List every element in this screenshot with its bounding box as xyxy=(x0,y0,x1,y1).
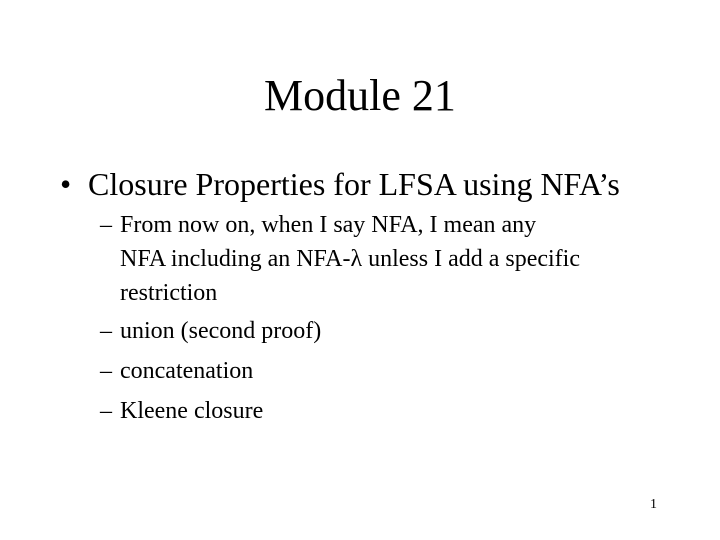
page-number: 1 xyxy=(650,497,657,512)
subbullet-line: concatenation xyxy=(120,358,254,384)
subbullet-line: restriction xyxy=(120,280,218,306)
subbullet-line: union (second proof) xyxy=(120,318,322,344)
subbullet-marker: – xyxy=(100,318,112,344)
subbullet-text xyxy=(120,354,680,388)
subbullet-line: NFA including an NFA-λ unless I add a specific xyxy=(120,246,580,272)
subbullet-text xyxy=(120,314,680,348)
subbullet-line: From now on, when I say NFA, I mean any xyxy=(120,212,537,238)
bullet-marker: • xyxy=(60,166,72,202)
subbullet-text xyxy=(120,208,680,310)
bullet-text: Closure Properties for LFSA using NFA’s xyxy=(88,166,620,202)
slide-title: Module 21 xyxy=(264,71,456,120)
subbullet-marker: – xyxy=(100,212,112,238)
subbullet-text xyxy=(120,394,680,428)
subbullet-marker: – xyxy=(100,358,112,384)
subbullet-marker: – xyxy=(100,398,112,424)
subbullet-line: Kleene closure xyxy=(120,398,264,424)
